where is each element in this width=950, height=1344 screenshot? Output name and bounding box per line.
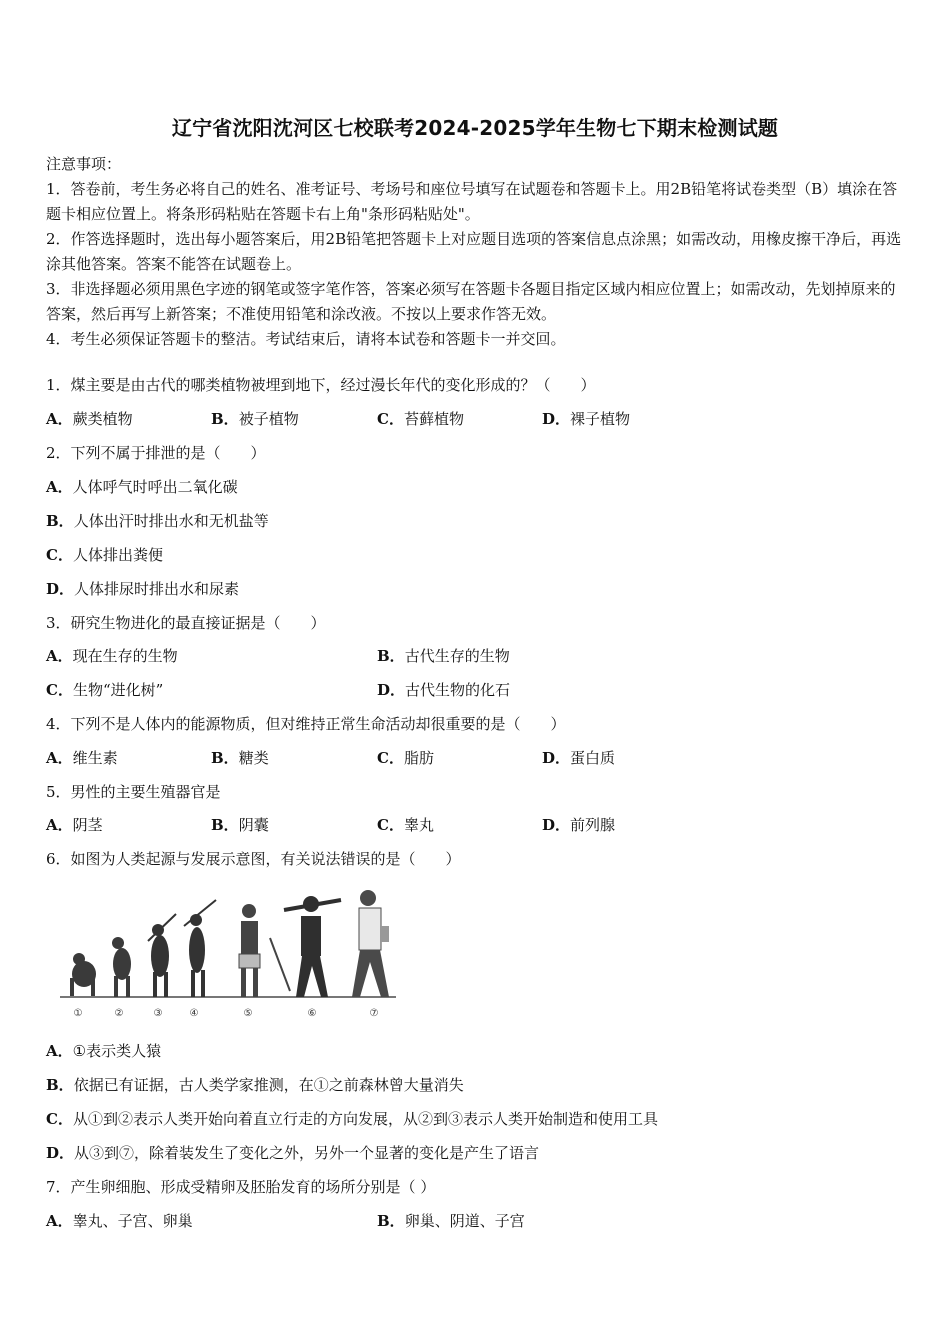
- figure-4-homo: [184, 900, 216, 997]
- option-d[interactable]: D．前列腺: [542, 816, 616, 834]
- option-d[interactable]: D．从③到⑦，除着装发生了变化之外，另外一个显著的变化是产生了语言: [46, 1144, 540, 1162]
- option-b[interactable]: B．阴囊: [211, 816, 269, 834]
- option-row: [46, 646, 906, 666]
- option-b[interactable]: B．卵巢、阴道、子宫: [377, 1212, 525, 1230]
- option-row: [46, 815, 906, 835]
- option-d[interactable]: D．人体排尿时排出水和尿素: [46, 580, 240, 598]
- option-c[interactable]: C．苔藓植物: [377, 410, 464, 428]
- option-row: [46, 680, 906, 700]
- option-c[interactable]: C．睾丸: [377, 816, 434, 834]
- figure-label: ⑦: [369, 1008, 379, 1019]
- figure-label: ②: [114, 1008, 124, 1019]
- figure-1-ape: [70, 953, 96, 996]
- option-c[interactable]: C．生物“进化树”: [46, 681, 164, 699]
- figure-5-early-human: [239, 904, 290, 997]
- option-row: [46, 1211, 906, 1231]
- option-a[interactable]: A．阴茎: [46, 816, 103, 834]
- option-b[interactable]: B．人体出汗时排出水和无机盐等: [46, 512, 269, 530]
- option-row: [46, 748, 906, 768]
- notice-item: 4．考生必须保证答题卡的整洁。考试结束后，请将本试卷和答题卡一并交回。: [46, 330, 566, 348]
- figure-label: ⑥: [307, 1008, 317, 1019]
- option-c[interactable]: C．人体排出粪便: [46, 546, 163, 564]
- option-d[interactable]: D．蛋白质: [542, 749, 616, 767]
- option-a[interactable]: A．维生素: [46, 749, 118, 767]
- option-b[interactable]: B．被子植物: [211, 410, 299, 428]
- notice-item: 2．作答选择题时，选出每小题答案后，用2B铅笔把答题卡上对应题目选项的答案信息点涂黑；如需改动，用橡皮擦干净后，再选涂其他答案。答案不能答在试题卷上。: [46, 230, 902, 273]
- option-a[interactable]: A．蕨类植物: [46, 410, 133, 428]
- option-row: [46, 409, 906, 429]
- option-a[interactable]: A．①表示类人猿: [46, 1042, 162, 1060]
- option-b[interactable]: B．古代生存的生物: [377, 647, 510, 665]
- figure-2-early-hominid: [112, 937, 131, 997]
- option-d[interactable]: D．古代生物的化石: [377, 681, 511, 699]
- figure-label: ⑤: [243, 1008, 253, 1019]
- question-stem: 7．产生卵细胞、形成受精卵及胚胎发育的场所分别是（ ）: [46, 1178, 436, 1196]
- notice-item: 1．答卷前，考生务必将自己的姓名、准考证号、考场号和座位号填写在试题卷和答题卡上。用2B铅笔将试卷类型（B）填涂在答题卡相应位置上。将条形码粘贴在答题卡右上角"条形码粘贴处"。: [46, 180, 898, 223]
- option-b[interactable]: B．依据已有证据，古人类学家推测，在①之前森林曾大量消失: [46, 1076, 464, 1094]
- option-b[interactable]: B．糖类: [211, 749, 269, 767]
- option-a[interactable]: A．人体呼气时呼出二氧化碳: [46, 478, 238, 496]
- human-evolution-figure: [56, 886, 401, 1022]
- figure-label: ③: [153, 1008, 163, 1019]
- option-a[interactable]: A．现在生存的生物: [46, 647, 178, 665]
- notice-section: [46, 152, 906, 352]
- notice-item: 3．非选择题必须用黑色字迹的钢笔或签字笔作答，答案必须写在答题卡各题目指定区域内相应位置上；如需改动，先划掉原来的答案，然后再写上新答案；不准使用铅笔和涂改液。不按以上要求作答无效。: [46, 280, 896, 323]
- option-c[interactable]: C．从①到②表示人类开始向着直立行走的方向发展，从②到③表示人类开始制造和使用工具: [46, 1110, 658, 1128]
- question-stem: 6．如图为人类起源与发展示意图，有关说法错误的是（ ）: [46, 850, 461, 868]
- figure-label: ①: [73, 1008, 83, 1019]
- figure-3-hominid: [148, 914, 176, 997]
- notice-heading: 注意事项：: [46, 155, 122, 173]
- figure-label: ④: [189, 1008, 199, 1019]
- question-stem: 1．煤主要是由古代的哪类植物被埋到地下，经过漫长年代的变化形成的？（ ）: [46, 376, 596, 394]
- option-c[interactable]: C．脂肪: [377, 749, 434, 767]
- option-d[interactable]: D．裸子植物: [542, 410, 631, 428]
- figure-7-modern-human: [352, 890, 389, 997]
- question-stem: 2．下列不属于排泄的是（ ）: [46, 444, 266, 462]
- question-stem: 3．研究生物进化的最直接证据是（ ）: [46, 614, 326, 632]
- question-stem: 5．男性的主要生殖器官是: [46, 783, 221, 801]
- question-stem: 4．下列不是人体内的能源物质，但对维持正常生命活动却很重要的是（ ）: [46, 715, 566, 733]
- page-title: 辽宁省沈阳沈河区七校联考2024-2025学年生物七下期末检测试题: [171, 116, 779, 140]
- option-a[interactable]: A．睾丸、子宫、卵巢: [46, 1212, 193, 1230]
- figure-6-modern-human-with-rifle: [284, 896, 341, 997]
